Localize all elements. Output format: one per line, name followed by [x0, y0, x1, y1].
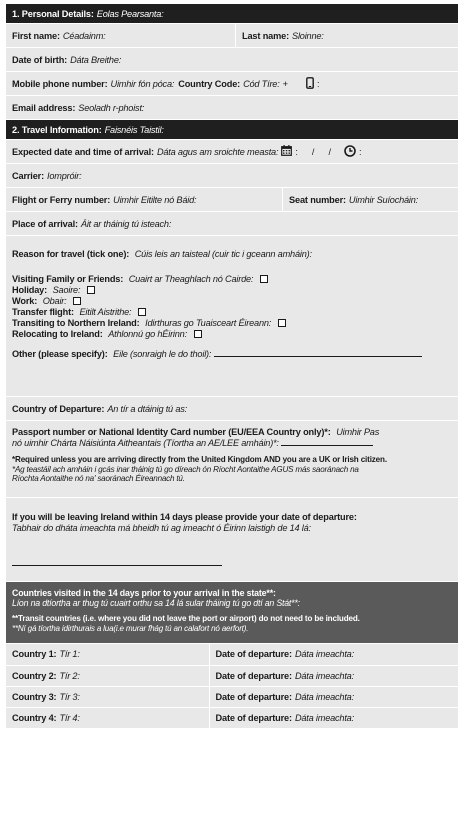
reason-heading	[12, 249, 452, 260]
checkbox[interactable]	[87, 286, 95, 294]
country-code-label-ga: Cód Tíre:	[243, 78, 280, 89]
checkbox[interactable]	[138, 308, 146, 316]
table-row	[6, 686, 458, 707]
leaving-ireland-block	[6, 498, 458, 582]
reason-option-visiting[interactable]	[12, 274, 452, 285]
option-label-ga: Cuairt ar Theaghlach nó Cairde:	[128, 274, 254, 284]
name-row	[6, 24, 458, 48]
mobile-label-ga: Uimhir fón póca:	[110, 78, 175, 89]
option-label: Visiting Family or Friends:	[12, 274, 124, 284]
transit-note: **Transit countries (i.e. where you did not leave the port or airport) do not need to be included.	[12, 614, 360, 623]
time-colon: :	[359, 146, 362, 157]
clock-icon	[344, 145, 356, 159]
last-name-field[interactable]	[235, 24, 458, 47]
section-title-ga: Faisnéis Taistil:	[104, 124, 164, 135]
departure-date-cell[interactable]	[209, 686, 458, 707]
country-cell[interactable]	[6, 686, 209, 707]
countries-header-ga: Líon na dtíortha ar thug tú cuairt orthu sa 14 lá sular tháinig tú go dtí an Stát**:	[12, 598, 300, 608]
option-label: Work:	[12, 296, 38, 306]
leaving-heading	[12, 512, 452, 523]
flight-label-ga: Uimhir Eitilte nó Báid:	[113, 194, 197, 205]
last-name-label-ga: Sloinne:	[292, 30, 324, 41]
country-label: Country 2:	[12, 670, 57, 681]
mobile-phone-icon	[306, 77, 314, 91]
country-label: Country 3:	[12, 691, 57, 702]
date-label: Date of departure:	[215, 670, 292, 681]
carrier-field[interactable]	[6, 164, 458, 188]
seat-number-field[interactable]	[282, 188, 458, 211]
option-label: Holiday:	[12, 285, 48, 295]
seat-label-ga: Uimhir Suíocháin:	[348, 194, 419, 205]
arrival-label-ga: Dáta agus am sroichte measta:	[156, 146, 279, 157]
first-name-label: First name:	[12, 30, 60, 41]
passport-note	[12, 455, 452, 484]
reason-option-work[interactable]	[12, 296, 452, 307]
checkbox[interactable]	[278, 319, 286, 327]
place-label-ga: Áit ar tháinig tú isteach:	[80, 218, 172, 229]
country-code-plus: +	[282, 78, 288, 89]
country-cell[interactable]	[6, 644, 209, 665]
seat-label: Seat number:	[289, 194, 346, 205]
reason-option-holiday[interactable]	[12, 285, 452, 296]
email-label: Email address:	[12, 102, 76, 113]
countries-header: Countries visited in the 14 days prior to your arrival in the state**:	[12, 588, 276, 598]
checkbox[interactable]	[194, 330, 202, 338]
carrier-label: Carrier:	[12, 170, 44, 181]
departure-date-cell[interactable]	[209, 707, 458, 728]
section-travel-info-header	[6, 120, 458, 140]
dob-label: Date of birth:	[12, 54, 68, 65]
passport-label-ga-cont: nó uimhir Chárta Náisiúnta Aitheantais (Tíortha an AE/LEE amháin)*:	[12, 438, 279, 448]
place-label: Place of arrival:	[12, 218, 78, 229]
transit-note-ga: **Ní gá tíortha idirthurais a lua(i.e murar fhág tú an calafort nó aerfort).	[12, 623, 249, 633]
reason-option-transfer[interactable]	[12, 307, 452, 318]
flight-number-field[interactable]	[6, 188, 282, 211]
section-title: 2. Travel Information:	[12, 124, 102, 135]
date-slash-2: /	[328, 146, 331, 157]
leaving-label-ga: Tabhair do dháta imeachta má bheidh tú ag imeacht ó Éirinn laistigh de 14 lá:	[12, 523, 311, 533]
date-slash-1: /	[311, 146, 315, 157]
flight-label: Flight or Ferry number:	[12, 194, 111, 205]
reason-for-travel-block	[6, 236, 458, 397]
departure-date-cell[interactable]	[209, 665, 458, 686]
last-name-label: Last name:	[242, 30, 290, 41]
first-name-field[interactable]	[6, 24, 235, 47]
country-code-label: Country Code:	[178, 78, 241, 89]
country-label-ga: Tír 1:	[59, 649, 80, 660]
date-label: Date of departure:	[215, 691, 292, 702]
table-row	[6, 707, 458, 728]
option-label-ga: Idirthuras go Tuaisceart Éireann:	[145, 318, 272, 328]
departure-country-label-ga: An tír a dtáinig tú as:	[107, 403, 187, 414]
passport-block	[6, 421, 458, 498]
arrival-colon: :	[295, 146, 298, 157]
country-of-departure-field[interactable]	[6, 397, 458, 421]
dob-field[interactable]	[6, 48, 458, 72]
passport-label-ga: Uimhir Pas	[336, 427, 380, 437]
reason-option-relocating[interactable]	[12, 329, 452, 340]
option-label-ga: Saoire:	[52, 285, 81, 295]
passenger-locator-form	[6, 4, 458, 729]
option-label: Transiting to Northern Ireland:	[12, 318, 140, 328]
first-name-label-ga: Céadainm:	[62, 30, 106, 41]
date-label-ga: Dáta imeachta:	[294, 691, 354, 702]
date-label: Date of departure:	[215, 712, 292, 723]
passport-fill-line[interactable]	[281, 438, 373, 446]
countries-table	[6, 644, 458, 729]
mobile-label: Mobile phone number:	[12, 78, 108, 89]
passport-note-en: *Required unless you are arriving directly from the United Kingdom AND you are a UK or Irish citizen.	[12, 455, 387, 464]
option-label: Transfer flight:	[12, 307, 74, 317]
leaving-heading-ga	[12, 523, 452, 534]
date-label-ga: Dáta imeachta:	[294, 670, 354, 681]
reason-option-transiting-ni[interactable]	[12, 318, 452, 329]
carrier-label-ga: Iompróir:	[47, 170, 82, 181]
passport-label: Passport number or National Identity Card number (EU/EEA Country only)*:	[12, 427, 331, 437]
country-label-ga: Tír 3:	[59, 691, 80, 702]
countries-visited-header	[6, 582, 458, 644]
checkbox[interactable]	[73, 297, 81, 305]
country-cell[interactable]	[6, 707, 209, 728]
country-label-ga: Tír 2:	[59, 670, 80, 681]
table-row	[6, 665, 458, 686]
other-label: Other (please specify):	[12, 349, 108, 359]
checkbox[interactable]	[260, 275, 268, 283]
reason-label: Reason for travel (tick one):	[12, 249, 130, 259]
option-label: Relocating to Ireland:	[12, 329, 103, 339]
passport-note-ga-1: *Ag teastáil ach amháin i gcás inar tháinig tú go díreach ón Ríocht Aontaithe AGUS más saoránach na	[12, 464, 359, 474]
flight-seat-row	[6, 188, 458, 212]
section-title: 1. Personal Details:	[12, 8, 94, 19]
arrival-label: Expected date and time of arrival:	[12, 146, 154, 157]
email-field[interactable]	[6, 96, 458, 120]
other-label-ga: Eile (sonraigh le do thoil):	[113, 349, 212, 359]
reason-other[interactable]	[12, 349, 452, 360]
date-label: Date of departure:	[215, 649, 292, 660]
table-row	[6, 644, 458, 665]
passport-heading	[12, 427, 452, 438]
option-label-ga: Eitilt Aistrithe:	[79, 307, 132, 317]
country-cell[interactable]	[6, 665, 209, 686]
departure-date-cell[interactable]	[209, 644, 458, 665]
section-title-ga: Eolas Pearsanta:	[96, 8, 164, 19]
mobile-field[interactable]	[6, 72, 458, 96]
country-label: Country 4:	[12, 712, 57, 723]
dob-label-ga: Dáta Breithe:	[70, 54, 122, 65]
country-label: Country 1:	[12, 649, 57, 660]
leaving-date-fill-line[interactable]	[12, 558, 222, 566]
date-label-ga: Dáta imeachta:	[294, 712, 354, 723]
passport-note-ga-2: Ríochta Aontaithe nó na' saoránach Éireannach tú.	[12, 474, 185, 483]
option-label-ga: Athlonnú go hÉirinn:	[108, 329, 187, 339]
leaving-label: If you will be leaving Ireland within 14 days please provide your date of departure:	[12, 512, 357, 522]
country-label-ga: Tír 4:	[59, 712, 80, 723]
email-label-ga: Seoladh r-phoist:	[78, 102, 145, 113]
place-of-arrival-field[interactable]	[6, 212, 458, 236]
option-label-ga: Obair:	[42, 296, 67, 306]
arrival-datetime-field[interactable]	[6, 140, 458, 164]
date-label-ga: Dáta imeachta:	[294, 649, 354, 660]
mobile-colon: :	[316, 78, 320, 89]
reason-label-ga: Cúis leis an taisteal (cuir tic i gceann amháin):	[134, 249, 312, 259]
departure-country-label: Country of Departure:	[12, 403, 105, 414]
other-fill-line[interactable]	[214, 349, 422, 357]
section-personal-details-header	[6, 4, 458, 24]
passport-heading-ga[interactable]	[12, 438, 452, 449]
calendar-icon	[281, 145, 292, 158]
